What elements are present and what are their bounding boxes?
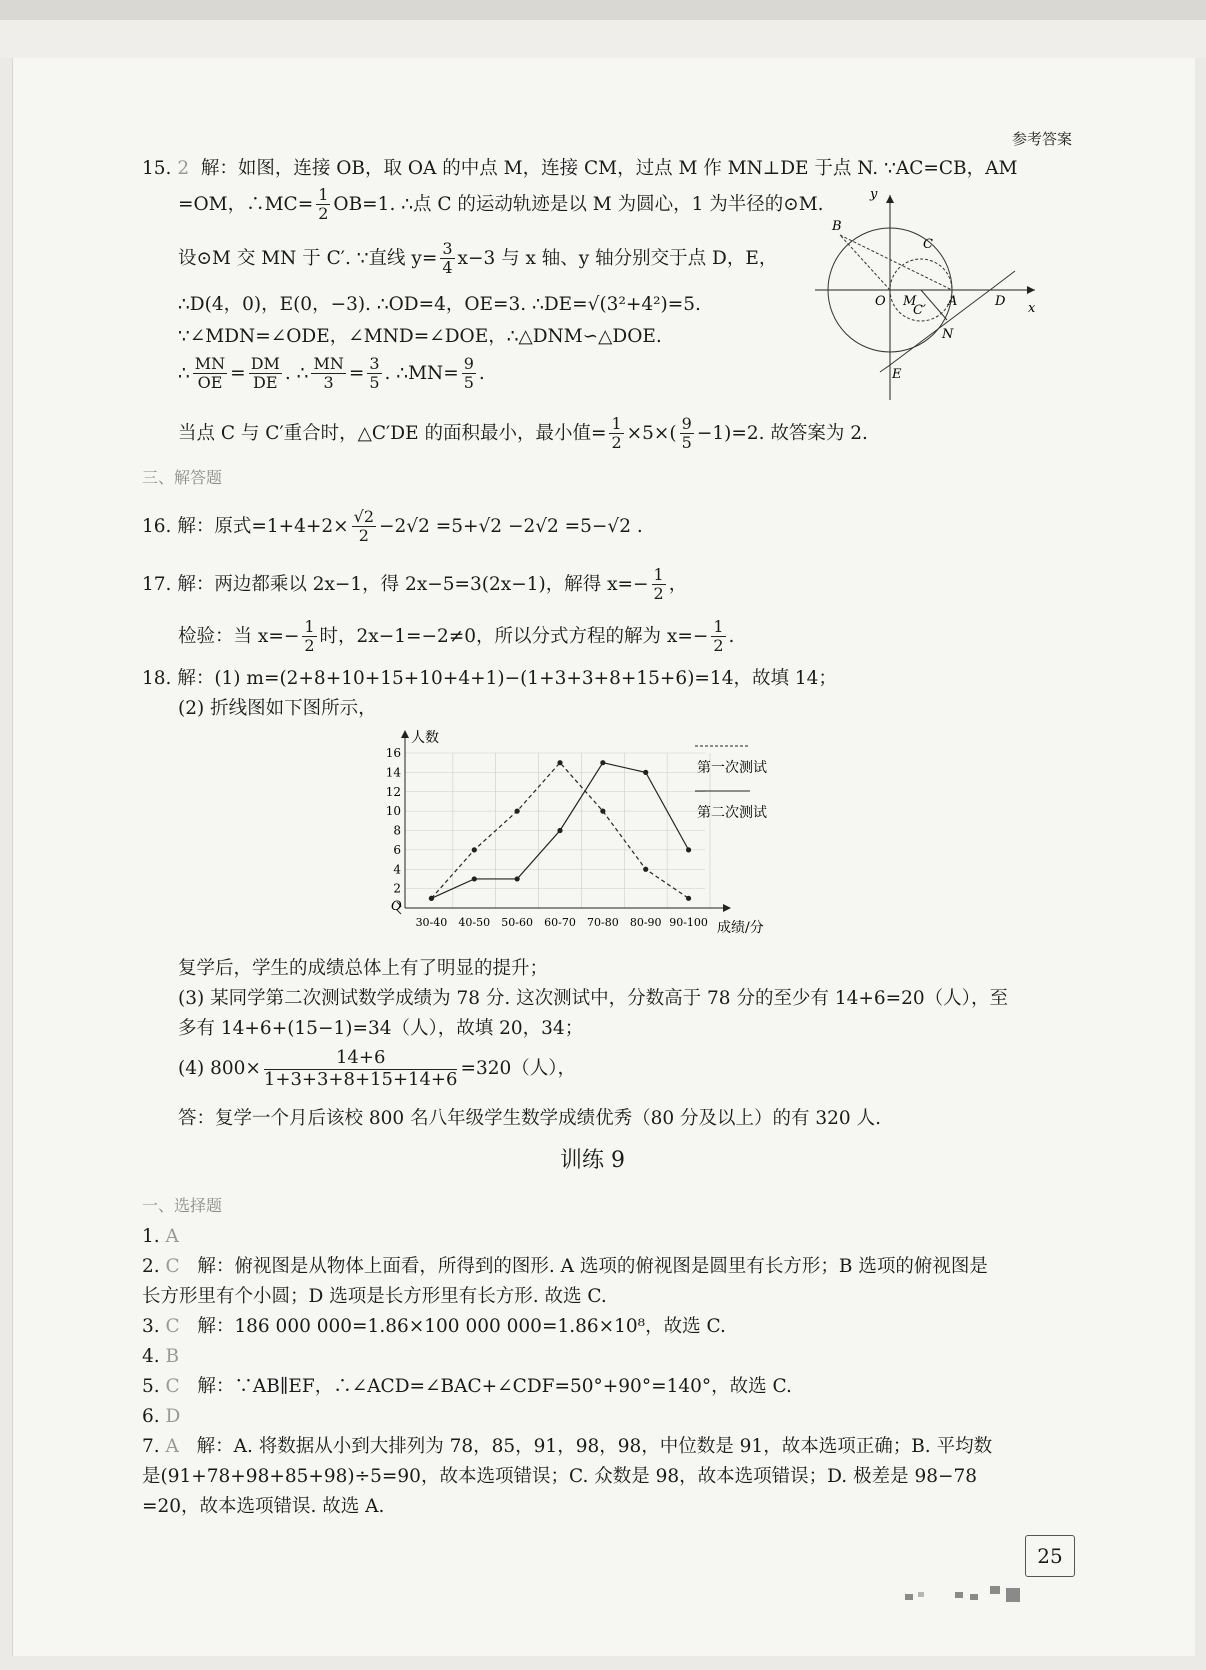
- data-point-s1: [557, 760, 562, 765]
- x-tick-label: 60-70: [544, 916, 576, 929]
- t9-item-2-cont: 长方形里有个小圆；D 选项是长方形里有长方形. 故选 C.: [142, 1286, 607, 1307]
- decor-square: [905, 1594, 913, 1600]
- t9-item-7-cont2: =20，故本选项错误. 故选 A.: [142, 1496, 385, 1517]
- y-tick-label: 12: [385, 784, 401, 799]
- decor-square: [955, 1592, 963, 1598]
- fraction: $\frac{9}{5}$: [681, 414, 692, 453]
- label-m: M: [903, 294, 917, 309]
- q15-line7: 当点 C 与 C′重合时，△C′DE 的面积最小，最小值= $\frac{1}{2}$ ×5×( $\frac{9}{5}$ −1)=2. 故答案为 2.: [178, 414, 868, 453]
- fraction: $\frac{3}{5}$: [369, 354, 380, 393]
- q15-line2: =OM，∴MC= $\frac{1}{2}$ OB=1. ∴点 C 的运动轨迹是以 M 为圆心，1 为半径的⊙M.: [178, 185, 824, 224]
- t9-item-7-cont1: 是(91+78+98+85+98)÷5=90，故本选项错误；C. 众数是 98，故本选项错误；D. 极差是 98−78: [142, 1466, 978, 1487]
- t9-item-3: 3. C 解：186 000 000=1.86×100 000 000=1.86×10⁸，故选 C.: [142, 1316, 726, 1337]
- data-point-s2: [472, 876, 477, 881]
- q15-line3: 设⊙M 交 MN 于 C′. ∵直线 y= $\frac{3}{4}$ x−3 与 x 轴、y 轴分别交于点 D，E，: [178, 239, 778, 278]
- data-point-s1: [643, 867, 648, 872]
- t9-item-5: 5. C 解：∵AB∥EF，∴∠ACD=∠BAC+∠CDF=50°+90°=140°，故选 C.: [142, 1376, 792, 1397]
- y-tick-label: 14: [385, 765, 401, 780]
- label-e: E: [892, 367, 902, 382]
- scan-top-border: [0, 0, 1206, 20]
- fraction: $\frac{MN}{3}$: [313, 354, 344, 393]
- fraction: $\frac{3}{4}$: [442, 239, 453, 278]
- data-point-s2: [686, 847, 691, 852]
- y-axis-arrow: [401, 730, 409, 738]
- y-axis-label: 人数: [411, 730, 439, 746]
- training-9-title: 训练 9: [560, 1148, 625, 1173]
- q18-line5: 多有 14+6+(15−1)=34（人），故填 20，34；: [178, 1018, 584, 1039]
- t9-item-1: 1. A: [142, 1226, 179, 1247]
- label-x: x: [1028, 301, 1036, 316]
- q15-answer: 2: [177, 158, 190, 179]
- scan-top-margin: [0, 20, 1206, 58]
- y-tick-label: 16: [385, 746, 401, 760]
- label-cprime: C′: [913, 303, 926, 318]
- x-tick-label: 90-100: [669, 916, 708, 929]
- x-tick-label: 30-40: [415, 916, 448, 929]
- fraction: $\frac{MN}{OE}$: [194, 354, 226, 393]
- data-point-s2: [557, 828, 562, 833]
- fraction: $\frac{1}{2}$: [713, 617, 724, 656]
- q18-line6: (4) 800× $\frac{14+6}{1+3+3+8+15+14+6}$ =320（人），: [178, 1047, 577, 1090]
- q18-line7: 答：复学一个月后该校 800 名八年级学生数学成绩优秀（80 分及以上）的有 320 人.: [178, 1108, 881, 1129]
- x-axis-arrow: [1027, 286, 1035, 294]
- x-tick-label: 70-80: [586, 916, 619, 929]
- decor-square: [990, 1586, 1000, 1594]
- q15-line1: 15. 2 解：如图，连接 OB，取 OA 的中点 M，连接 CM，过点 M 作 MN⊥DE 于点 N. ∵AC=CB，AM: [142, 158, 1018, 179]
- label-n: N: [942, 327, 954, 342]
- legend-label-1: 第一次测试: [697, 760, 767, 776]
- line-de-ext: [990, 271, 1015, 290]
- segment-ob: [840, 235, 890, 290]
- fraction: $\frac{1}{2}$: [304, 617, 315, 656]
- q15-line4: ∴D(4，0)，E(0，−3). ∴OD=4，OE=3. ∴DE=√(3²+4²)=5.: [178, 294, 701, 315]
- label-y: y: [870, 190, 878, 202]
- label-c: C: [923, 237, 933, 252]
- t9-item-2: 2. C 解：俯视图是从物体上面看，所得到的图形. A 选项的俯视图是圆里有长方形；B 选项的俯视图是: [142, 1256, 988, 1277]
- decor-square: [1006, 1588, 1020, 1602]
- q18-line1: 18. 解：(1) m=(2+8+10+15+10+4+1)−(1+3+3+8+15+6)=14，故填 14；: [142, 668, 837, 689]
- q17-line1: 17. 解：两边都乘以 2x−1，得 2x−5=3(2x−1)，解得 x=− $\frac{1}{2}$ ，: [142, 565, 688, 604]
- data-point-s2: [600, 760, 605, 765]
- data-point-s1: [686, 896, 691, 901]
- section-3-title: 三、解答题: [142, 468, 223, 487]
- section-header: 参考答案: [1012, 130, 1073, 148]
- label-b: B: [832, 219, 842, 234]
- data-point-s1: [472, 847, 477, 852]
- x-axis-label: 成绩/分: [717, 920, 764, 936]
- t9-item-7: 7. A 解：A. 将数据从小到大排列为 78，85，91，98，98，中位数是 91，故本选项正确；B. 平均数: [142, 1436, 993, 1457]
- origin-label: O: [391, 899, 402, 914]
- q16-line: 16. 解：原式=1+4+2× $\frac{√2}{2}$ −2√2 =5+√2 −2√2 =5−√2 .: [142, 507, 643, 546]
- fraction: $\frac{1}{2}$: [653, 565, 664, 604]
- q17-line2: 检验：当 x=− $\frac{1}{2}$ 时，2x−1=−2≠0，所以分式方程的解为 x=− $\frac{1}{2}$ .: [178, 617, 735, 656]
- line-chart: [385, 728, 805, 938]
- data-point-s2: [643, 770, 648, 775]
- decor-square: [970, 1594, 978, 1600]
- q18-line2: (2) 折线图如下图所示，: [178, 698, 377, 719]
- data-point-s2: [429, 896, 434, 901]
- x-axis-arrow: [723, 904, 731, 912]
- x-tick-label: 40-50: [458, 916, 491, 929]
- y-tick-label: 2: [393, 881, 401, 896]
- y-tick-label: 6: [393, 842, 401, 857]
- section-1-title: 一、选择题: [142, 1196, 223, 1215]
- fraction: $\frac{1}{2}$: [318, 185, 329, 224]
- fraction: $\frac{1}{2}$: [611, 414, 622, 453]
- fraction: $\frac{14+6}{1+3+3+8+15+14+6}$: [263, 1047, 458, 1090]
- y-tick-label: 4: [393, 862, 401, 877]
- q18-line4: (3) 某同学第二次测试数学成绩为 78 分. 这次测试中，分数高于 78 分的至少有 14+6=20（人），至: [178, 988, 1008, 1009]
- fraction: $\frac{DM}{DE}$: [250, 354, 280, 393]
- t9-item-4: 4. B: [142, 1346, 180, 1367]
- decor-square: [918, 1592, 924, 1597]
- fraction: $\frac{√2}{2}$: [353, 507, 375, 546]
- data-point-s1: [600, 809, 605, 814]
- q18-line3: 复学后，学生的成绩总体上有了明显的提升；: [178, 958, 549, 979]
- y-tick-label: 10: [385, 804, 401, 819]
- legend-label-2: 第二次测试: [697, 805, 767, 821]
- q15-line5: ∵∠MDN=∠ODE，∠MND=∠DOE，∴△DNM∽△DOE.: [178, 326, 662, 347]
- data-point-s1: [515, 809, 520, 814]
- x-tick-label: 50-60: [501, 916, 534, 929]
- label-d: D: [995, 294, 1006, 309]
- q15-line6: ∴ $\frac{MN}{OE}$ = $\frac{DM}{DE}$ . ∴ $\frac{MN}{3}$ = $\frac{3}{5}$ . ∴MN= $\frac{9}{5}$ .: [178, 354, 485, 393]
- fraction: $\frac{9}{5}$: [463, 354, 474, 393]
- label-o: O: [875, 294, 886, 309]
- label-a: A: [948, 294, 958, 309]
- line-de-ext2: [880, 365, 890, 372]
- page-number: 25: [1025, 1535, 1075, 1577]
- x-tick-label: 80-90: [629, 916, 662, 929]
- y-tick-label: 8: [393, 823, 401, 838]
- data-point-s2: [515, 876, 520, 881]
- t9-item-6: 6. D: [142, 1406, 181, 1427]
- y-axis-arrow: [886, 195, 894, 203]
- q15-number: 15.: [142, 158, 172, 179]
- q15-geometry-figure: [810, 190, 1040, 405]
